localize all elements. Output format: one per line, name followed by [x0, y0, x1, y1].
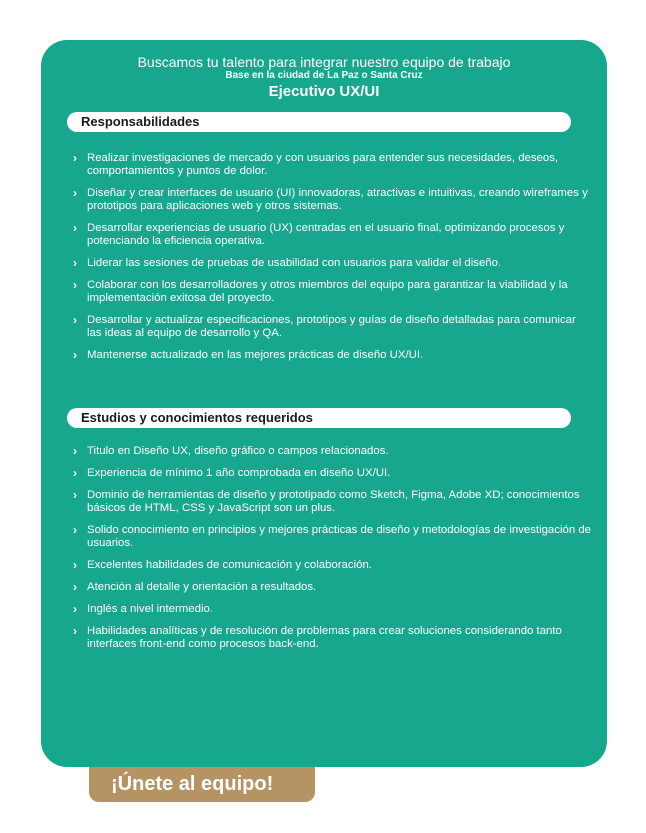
chevron-right-icon: ›: [73, 221, 77, 235]
chevron-right-icon: ›: [73, 523, 77, 537]
list-item: [73, 603, 593, 616]
list-item: [73, 467, 593, 480]
list-item: [73, 349, 593, 362]
list-item-text: Realizar investigaciones de mercado y con usuarios para entender sus necesidades, deseos, comportamientos y puntos de dolor.: [87, 152, 559, 177]
list-item-text: Experiencia de mínimo 1 año comprobada en diseño UX/UI.: [87, 467, 391, 479]
list-item: [73, 279, 593, 305]
list-item: [73, 581, 593, 594]
list-item-text: Desarrollar y actualizar especificaciones, prototipos y guías de diseño detalladas para comunicar las ideas al equipo de desarrollo y QA.: [87, 314, 576, 339]
chevron-right-icon: ›: [73, 313, 77, 327]
chevron-right-icon: ›: [73, 580, 77, 594]
list-item: [73, 489, 593, 515]
estudios-list: [73, 445, 593, 660]
join-team-button[interactable]: ¡Únete al equipo!: [89, 767, 315, 802]
responsabilidades-list: [73, 152, 593, 371]
list-item-text: Inglés a nivel intermedio.: [87, 603, 213, 615]
chevron-right-icon: ›: [73, 256, 77, 270]
list-item-text: Habilidades analíticas y de resolución de problemas para crear soluciones considerando tanto interfaces front-end como procesos back-end.: [87, 625, 562, 650]
list-item-text: Atención al detalle y orientación a resultados.: [87, 581, 317, 593]
list-item: [73, 187, 593, 213]
list-item: [73, 524, 593, 550]
chevron-right-icon: ›: [73, 602, 77, 616]
list-item: [73, 625, 593, 651]
chevron-right-icon: ›: [73, 558, 77, 572]
intro-text: Buscamos tu talento para integrar nuestro equipo de trabajo: [137, 54, 511, 70]
list-item-text: Dominio de herramientas de diseño y prototipado como Sketch, Figma, Adobe XD; conocimientos básicos de HTML, CSS y JavaScript son un plus.: [87, 489, 580, 514]
chevron-right-icon: ›: [73, 444, 77, 458]
list-item-text: Excelentes habilidades de comunicación y colaboración.: [87, 559, 372, 571]
list-item-text: Solido conocimiento en principios y mejores prácticas de diseño y metodologías de investigación de usuarios.: [87, 524, 592, 549]
list-item-text: Liderar las sesiones de pruebas de usabilidad con usuarios para validar el diseño.: [87, 257, 502, 269]
estudios-heading: Estudios y conocimientos requeridos: [67, 408, 571, 428]
list-item: [73, 314, 593, 340]
job-title: Ejecutivo UX/UI: [268, 83, 380, 100]
list-item-text: Mantenerse actualizado en las mejores prácticas de diseño UX/UI.: [87, 349, 424, 361]
chevron-right-icon: ›: [73, 278, 77, 292]
list-item: [73, 445, 593, 458]
job-posting-card: [41, 40, 607, 767]
chevron-right-icon: ›: [73, 624, 77, 638]
list-item-text: Desarrollar experiencias de usuario (UX) centradas en el usuario final, optimizando procesos y potenciando la eficiencia operativa.: [87, 222, 565, 247]
location-text: Base en la ciudad de La Paz o Santa Cruz: [225, 70, 423, 81]
list-item-text: Titulo en Diseño UX, diseño gráfico o campos relacionados.: [87, 445, 389, 457]
list-item: [73, 222, 593, 248]
chevron-right-icon: ›: [73, 348, 77, 362]
chevron-right-icon: ›: [73, 466, 77, 480]
list-item: [73, 257, 593, 270]
responsabilidades-heading: Responsabilidades: [67, 112, 571, 132]
list-item: [73, 152, 593, 178]
list-item: [73, 559, 593, 572]
chevron-right-icon: ›: [73, 186, 77, 200]
chevron-right-icon: ›: [73, 488, 77, 502]
list-item-text: Colaborar con los desarrolladores y otros miembros del equipo para garantizar la viabilidad y la implementación exitosa del proyecto.: [87, 279, 568, 304]
list-item-text: Diseñar y crear interfaces de usuario (UI) innovadoras, atractivas e intuitivas, creando wireframes y prototipos para aplicaciones web y otros sistemas.: [87, 187, 588, 212]
chevron-right-icon: ›: [73, 151, 77, 165]
posting-header: [41, 40, 607, 101]
